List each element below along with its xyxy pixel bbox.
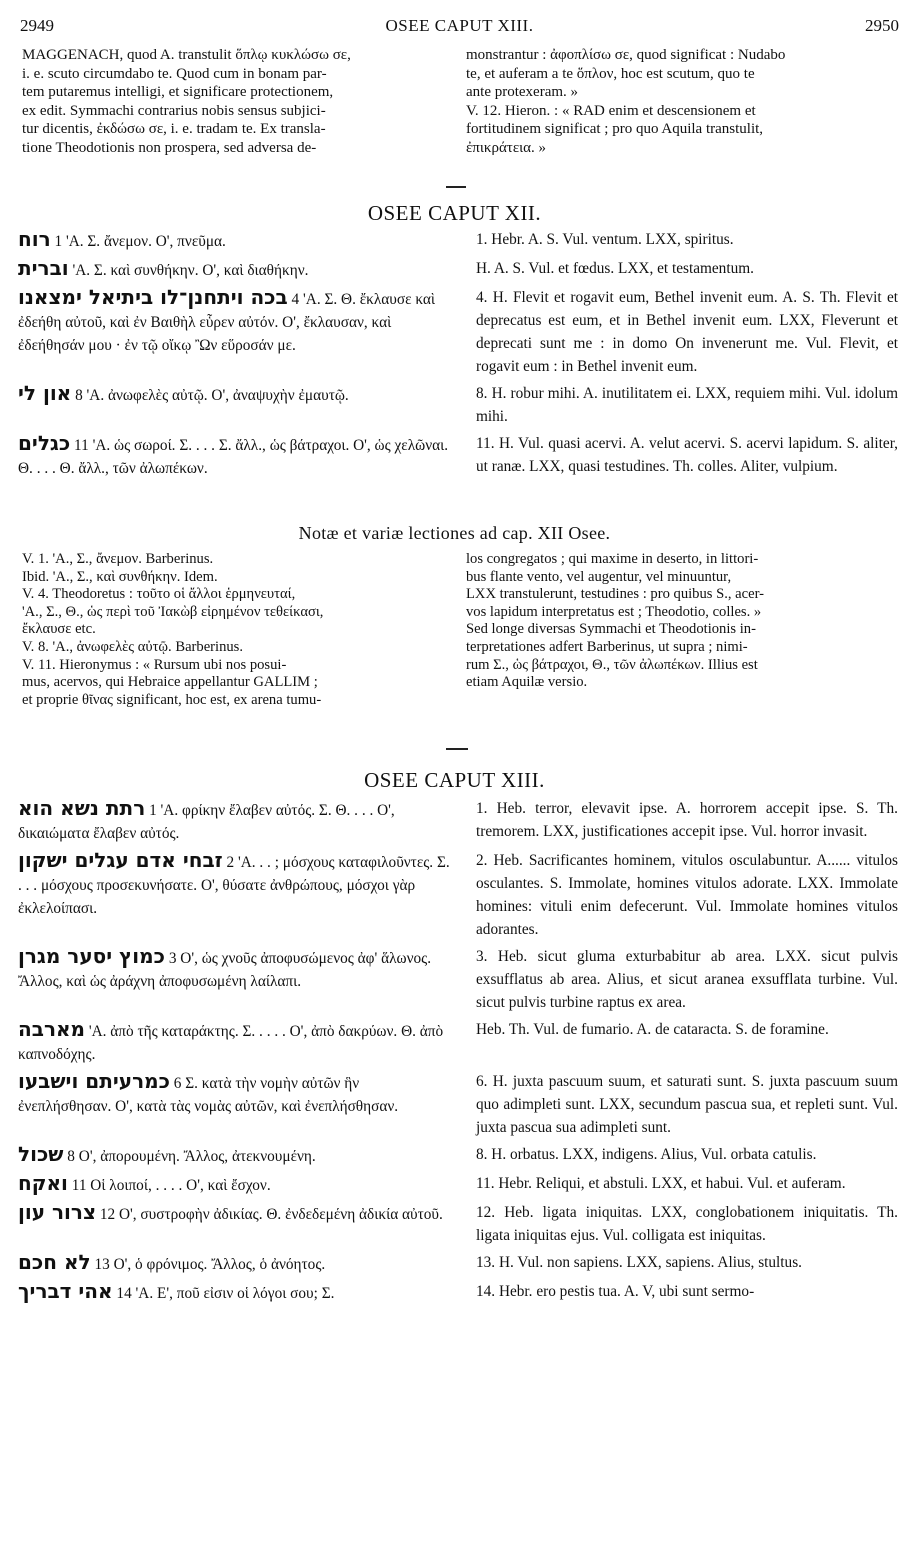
- latin-translation: 8. H. robur mihi. A. inutilitatem ei. LXX, requiem mihi. Vul. idolum mihi.: [476, 385, 898, 425]
- text-line: ἐπικράτεια. »: [466, 139, 547, 156]
- note-line: ἔκλαυσε etc.: [22, 621, 96, 638]
- hebrew-term: מארבה: [18, 1017, 86, 1041]
- latin-translation: 6. H. juxta pascuum suum, et saturati sunt. S. juxta pascuum suum quo adimpleti sunt. LXX, secundum pascua sua, et repleti sunt. Vul. juxta pascua sua adimpleti sunt.: [476, 1073, 898, 1136]
- hebrew-term: זבחי אדם עגלים ישקון: [18, 848, 223, 872]
- chapter-12-entries: [18, 228, 898, 484]
- latin-translation: 12. Heb. ligata iniquitas. LXX, conglobationem iniquitatis. Th. ligata iniquitas ejus. Vul. colligata est iniquitas.: [476, 1204, 898, 1244]
- hebrew-term: לא חכם: [18, 1250, 91, 1274]
- verse-row: [18, 1172, 898, 1197]
- verse-row: [18, 228, 898, 253]
- top-right-column: [466, 46, 894, 158]
- top-left-column: [22, 46, 450, 158]
- note-line: los congregatos ; qui maxime in deserto, in littori-: [466, 551, 759, 567]
- page-number-right: 2950: [865, 16, 899, 35]
- note-line: rum Σ., ὡς βάτραχοι, Θ., τῶν ἀλωπέκων. Illius est: [466, 656, 758, 673]
- latin-translation: 4. H. Flevit et rogavit eum, Bethel invenit eum. A. S. Th. Flevit et deprecatus est eum, et in Bethel invenit eum. LXX, Fleverunt et deprecati sunt me : in domo On invenerunt me. Vul. Flevit, et rogavit eum : in Bethel invenit eum.: [476, 289, 898, 375]
- verse-row: [18, 1143, 898, 1168]
- latin-translation: H. A. S. Vul. et fœdus. LXX, et testamentum.: [476, 260, 754, 277]
- text-line: ex edit. Symmachi contrarius nobis sensus subjici-: [22, 102, 326, 119]
- greek-versions: 1 'Α. Σ. ἄνεμον. Ο', πνεῦμα.: [54, 233, 226, 250]
- latin-translation: 1. Heb. terror, elevavit ipse. A. horrorem accepit ipse. S. Th. tremorem. LXX, justificationes accepit ipse. Vul. horror invasit.: [476, 800, 898, 840]
- greek-versions: 11 'Α. ὡς σωροί. Σ. . . . Σ. ἄλλ., ὡς βάτραχοι. Ο', ὡς χελῶναι. Θ. . . . Θ. ἄλλ., τῶν ἀλωπέκων.: [18, 437, 449, 477]
- latin-translation: 14. Hebr. ero pestis tua. A. V, ubi sunt sermo-: [476, 1283, 755, 1300]
- greek-versions: 'Α. ἀπὸ τῆς καταράκτης. Σ. . . . . Ο', ἀπὸ δακρύων. Θ. ἀπὸ καπνοδόχης.: [18, 1023, 444, 1063]
- verse-row: [18, 849, 898, 941]
- greek-versions: 11 Οἱ λοιποί, . . . . Ο', καὶ ἔσχον.: [71, 1177, 271, 1194]
- greek-versions: 8 Ο', ἀπορουμένη. Ἄλλος, ἀτεκνουμένη.: [67, 1148, 316, 1165]
- verse-row: [18, 257, 898, 282]
- greek-versions: 13 Ο', ὁ φρόνιμος. Ἄλλος, ὁ ἀνόητος.: [94, 1256, 326, 1273]
- text-line: i. e. scuto circumdabo te. Quod cum in bonam par-: [22, 65, 327, 82]
- section-divider: [446, 748, 468, 750]
- hebrew-term: כמוץ יסער מגרן: [18, 944, 165, 968]
- greek-versions: 1 'Α. φρίκην ἔλαβεν αὐτός. Σ. Θ. . . . Ο', δικαιώματα ἔλαβεν αὐτός.: [18, 802, 395, 842]
- chapter-12-heading: OSEE CAPUT XII.: [367, 201, 542, 225]
- hebrew-term: אהי דבריך: [18, 1279, 113, 1303]
- hebrew-term: כגלים: [18, 431, 71, 455]
- note-line: terpretationes adfert Barberinus, ut supra ; nimi-: [466, 638, 748, 655]
- text-line: tione Theodotionis non prospera, sed adversa de-: [22, 139, 317, 156]
- greek-versions: 'Α. Σ. καὶ συνθήκην. Ο', καὶ διαθήκην.: [72, 262, 309, 279]
- text-line: ante protexeram. »: [466, 84, 579, 101]
- running-title: OSEE CAPUT XIII.: [385, 16, 534, 35]
- latin-translation: 2. Heb. Sacrificantes hominem, vitulos osculabuntur. A...... vitulos osculantes. S. Immolate, homines vitulos adorate. LXX. Immolate homines: vituli enim defecerunt. Vul. Immolate homines vitulos adorantes.: [476, 852, 898, 938]
- verse-row: [18, 1201, 898, 1247]
- latin-translation: 3. Heb. sicut gluma exturbabitur ab area. LXX. sicut pulvis exsufflatus ab area. Alius, et sicut aranea exsufflata turbine. Vul. sicut pulvis turbine raptus ex area.: [476, 948, 898, 1011]
- section-divider: [446, 186, 466, 188]
- notes-left-column: [22, 551, 450, 709]
- note-line: V. 1. 'Α., Σ., ἄνεμον. Barberinus.: [22, 551, 214, 567]
- latin-translation: 11. H. Vul. quasi acervi. A. velut acervi. S. acervi lapidum. S. aliter, ut ranæ. LXX, quasi testudines. Th. colles. Aliter, vulpium.: [476, 435, 898, 475]
- verse-row: [18, 382, 898, 428]
- hebrew-term: רוח: [18, 227, 51, 251]
- hebrew-term: רתת נשא הוא: [18, 796, 146, 820]
- verse-row: [18, 797, 898, 845]
- text-line: monstrantur : ἀφοπλίσω σε, quod significat : Nudabo: [466, 47, 786, 63]
- hebrew-term: צרור עון: [18, 1200, 97, 1224]
- note-line: LXX transtulerunt, testudines : pro quibus S., acer-: [466, 586, 765, 603]
- text-line: V. 12. Hieron. : « RAD enim et descensionem et: [466, 102, 756, 119]
- latin-translation: 11. Hebr. Reliqui, et abstuli. LXX, et habui. Vul. et auferam.: [476, 1175, 846, 1192]
- note-line: mus, acervos, qui Hebraice appellantur GALLIM ;: [22, 674, 318, 691]
- note-line: V. 11. Hieronymus : « Rursum ubi nos posui-: [22, 656, 287, 673]
- notes-right-column: [466, 551, 894, 692]
- greek-versions: 4 'Α. Σ. Θ. ἔκλαυσε καὶ ἐδεήθη αὐτοῦ, καὶ ἐν Βαιθὴλ εὗρεν αὐτόν. Ο', ἔκλαυσαν, καὶ ἐδεήθησάν μου · ἐν τῷ οἴκῳ Ὢν εὕροσάν με.: [18, 291, 436, 354]
- page-number-left: 2949: [20, 16, 54, 35]
- verse-row: [18, 1251, 898, 1276]
- notes-heading: Notæ et variæ lectiones ad cap. XII Osee.: [298, 523, 611, 543]
- note-line: etiam Aquilæ versio.: [466, 674, 588, 691]
- note-line: 'Α., Σ., Θ., ὡς περὶ τοῦ Ἰακὼβ εἰρημένον τεθείκασι,: [22, 603, 324, 620]
- latin-translation: 1. Hebr. A. S. Vul. ventum. LXX, spiritus.: [476, 231, 734, 248]
- verse-row: [18, 1280, 898, 1305]
- hebrew-term: שכול: [18, 1142, 64, 1166]
- hebrew-term: כמרעיתם וישבעו: [18, 1069, 170, 1093]
- text-line: fortitudinem significat ; pro quo Aquila transtulit,: [466, 121, 764, 138]
- note-line: V. 4. Theodoretus : τοῦτο οἱ ἄλλοι ἑρμηνευταί,: [22, 586, 296, 603]
- greek-versions: 6 Σ. κατὰ τὴν νομὴν αὐτῶν ἣν ἐνεπλήσθησαν. Ο', κατὰ τὰς νομὰς αὐτῶν, καὶ ἐνεπλήσθησαν.: [18, 1075, 399, 1115]
- text-line: te, et auferam a te ὅπλον, hoc est scutum, quo te: [466, 65, 755, 82]
- hebrew-term: וברית: [18, 256, 69, 280]
- latin-translation: Heb. Th. Vul. de fumario. A. de cataracta. S. de foramine.: [476, 1021, 829, 1038]
- text-line: MAGGENACH, quod A. transtulit ὅπλῳ κυκλώσω σε,: [22, 47, 351, 63]
- chapter-13-entries: [18, 797, 898, 1309]
- text-line: tem putaremus intelligi, et significare protectionem,: [22, 84, 334, 101]
- greek-versions: 3 Ο', ὡς χνοῦς ἀποφυσώμενος ἀφ' ἅλωνος. Ἄλλος, καὶ ὡς ἀράχνη ἀποφυσωμένη λαίλαπι.: [18, 950, 432, 990]
- note-line: Sed longe diversas Symmachi et Theodotionis in-: [466, 621, 756, 638]
- hebrew-term: ואקח: [18, 1171, 68, 1195]
- note-line: vos lapidum interpretatus est ; Theodotio, colles. »: [466, 603, 762, 620]
- hebrew-term: און לי: [18, 381, 72, 405]
- verse-row: [18, 1018, 898, 1066]
- verse-row: [18, 945, 898, 1014]
- verse-row: [18, 1070, 898, 1139]
- greek-versions: 8 'Α. ἀνωφελὲς αὐτῷ. Ο', ἀναψυχὴν ἐμαυτῷ.: [75, 387, 349, 404]
- greek-versions: 12 Ο', συστροφὴν ἀδικίας. Θ. ἐνδεδεμένη ἀδικία αὐτοῦ.: [99, 1206, 443, 1223]
- note-line: V. 8. 'Α., ἀνωφελὲς αὐτῷ. Barberinus.: [22, 638, 244, 655]
- greek-versions: 14 'Α. Ε', ποῦ εἰσιν οἱ λόγοι σου; Σ.: [116, 1285, 335, 1302]
- note-line: et proprie θῖνας significant, hoc est, ex arena tumu-: [22, 691, 322, 708]
- verse-row: [18, 432, 898, 480]
- greek-versions: 2 'Α. . . ; μόσχους καταφιλοῦντες. Σ. . . . μόσχους προσεκυνήσατε. Ο', θύσατε ἀνθρώπους, μόσχοι γὰρ ἐκλελοίπασι.: [18, 854, 450, 917]
- verse-row: [18, 286, 898, 378]
- note-line: bus flante vento, vel augentur, vel minuuntur,: [466, 568, 732, 585]
- chapter-13-heading: OSEE CAPUT XIII.: [364, 768, 545, 792]
- hebrew-term: בכה ויתחנן־לו ביתיאל ימצאנו: [18, 285, 288, 309]
- note-line: Ibid. 'Α., Σ., καὶ συνθήκην. Idem.: [22, 568, 218, 585]
- latin-translation: 8. H. orbatus. LXX, indigens. Alius, Vul. orbata catulis.: [476, 1146, 817, 1163]
- latin-translation: 13. H. Vul. non sapiens. LXX, sapiens. Alius, stultus.: [476, 1254, 802, 1271]
- page-header: [20, 16, 899, 40]
- text-line: tur dicentis, ἐκδώσω σε, i. e. tradam te. Ex transla-: [22, 121, 326, 138]
